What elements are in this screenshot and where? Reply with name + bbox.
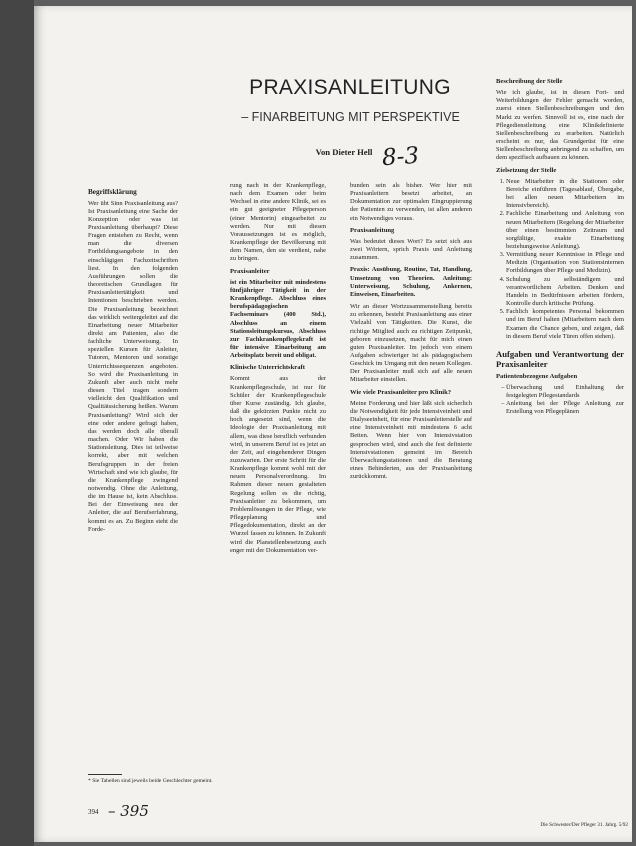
handwritten-note: 8-3: [381, 142, 420, 172]
book-binding-edge: [0, 0, 34, 846]
keyword-definitions: Praxis: Ausübung, Routine, Tat, Handlung, Umsetzung von Theorien. Anleitung: Unterweisung, Schulung, Ankernen, Einweisen, Einarbeiten.: [350, 266, 472, 298]
article-subtitle: – FINARBEITUNG MIT PERSPEKTIVE: [241, 110, 460, 124]
paragraph: Wer übt Sinn Praxisanleitung aus? Ist Praxisanleitung eine Sache der Konzeption oder was ist Praxisanleitung überhaupt? Diese Fragen entstehen zu Recht, wenn man die diversen Fortbildungsangebote in den einschlägigen Fachzeitschriften liest. In den folgenden Ausführungen sollen die theoretischen Grundlagen für Praxisanleitertätigkeit und Intentionen beschrieben werden. Die Praxisanleitung bezeichnet das wirklich weitergeleitet auf die Einarbeitung neuer Mitarbeiter direkt am Patienten, also die fachliche Unterweisung. In speziellen Kursen für Anleiter, Tutoren, Mentoren und sonstige Unterrichtssequenzen angeboten. So wird die Praxisanleitung in Zukunft aber auch nicht mehr diesen Titel tragen sondern vielleicht den Qualifikation und Qualitätssicherung heißen. Warum Praxisanleitung? Wird sich der eine oder andere gefragt haben, das werden doch alle überall machen. Oder Wir haben die Stationsleitung. Dies ist teilweise korrekt, aber mit welchen Berufsgruppen in der freien Wirtschaft sind wie ich glaube, für die Krankenpflege zwingend notwendig. Ohne die Anleitung, die im Hause ist, kein Abschluss. Bei der Einweisung neu der Anleiter, die auf Berufserfahrung, kommt es an. Zu Beginn steht die Forde-: [88, 199, 178, 533]
paragraph: Kommt aus der Krankenpflegeschule, ist nur für Schüler der Krankenpflegeschule über Kurse zuständig. Ich glaube, daß die gekürzten Punkte nicht zu hoch angesetzt sind, wenn die Ideologie der Praxisanleitung mit allem, was diese beruflich verbunden wird, in unserem Beruf ist es jetzt an der Zeit, auf eingehenderer Dingen zuzuwarten. Der erste Schritt für die Krankenpflege kommt wohl mit der neuen Personalverordnung. Im Rahmen dieser neuen gestalteten Regelung sollen es die richtig, Praxisanleiter zu bekommen, um Problemlösungen in der Pflege, wie Pflegeplanung und Pflegedokumentation, direkt an der Wurzel fassen zu können. In Zukunft wird die Planstellenbesetzung auch enger mit der Dokumentation ver-: [230, 375, 326, 554]
tasks-list: [496, 384, 624, 417]
journal-page: [34, 6, 632, 842]
section-heading: Patientenbezogene Aufgaben: [496, 372, 578, 380]
list-item: 4. Schulung zu selbständigem und verantwortlichem Arbeiten. Denken und Handeln in Bedürfnissen arbeiten fördern, Kontrolle durch kritische Prüfung.: [506, 276, 624, 309]
journal-citation: Die Schwester/Der Pfleger 31. Jahrg. 5/92: [540, 822, 628, 828]
paragraph: Meine Forderung und hier läßt sich sicherlich die Notwendigkeit für jede Intensiveinheit und Dialyseeinheit, für eine Praxisanleiterstelle auf eine Intensiveinheit mit mindestens 6 acht Betten. Wenn hier von Intensivstation gesprochen wird, sind auch die fest definierte Intensivstationen gemeint im Bereich Überwachungsstationen und die Beratung eines Behinderten, aus der Praxisanleitung zurückkommt.: [350, 399, 472, 481]
paragraph: Was bedeutet dieses Wort? Es setzt sich aus zwei Wörtern, sprich Praxis und Anleitung zusammen.: [350, 237, 472, 262]
list-item: – Überwachung und Einhaltung der festgelegten Pflegestandards: [506, 384, 624, 400]
page-number: 394: [88, 808, 99, 816]
paragraph: bunden sein als bisher. Wer hier mit Praxisanleitern besetzt arbeitet, an Dokumentation zur optimalen Eingruppierung der Patienten zu verwenden, ist allen anderen ein Notwendiges voraus.: [350, 182, 472, 222]
footnote-rule: [88, 774, 122, 775]
section-heading: Begriffsklärung: [88, 188, 137, 196]
paragraph: ist ein Mitarbeiter mit mindestens fünfjähriger Tätigkeit in der Krankenpflege. Abschluss eines berufspädagogischen Fachseminars (400 Std.), Abschluss an einem Stationsleitungskursus, Abschluss zur Fachkrankenpflegekraft ist für intensive Einarbeitung am Arbeitsplatz bereit und obligat.: [230, 278, 326, 360]
section-heading: Klinische Unterrichtskraft: [230, 364, 305, 372]
section-heading: Wie viele Praxisanleiter pro Klinik?: [350, 388, 452, 396]
goals-list: [496, 178, 624, 341]
footnote: * Sie Tabellen sind jeweils beide Geschlechter gemeint.: [88, 778, 213, 784]
paragraph: rung nach in der Krankenpflege, nach dem Examen oder beim Wechsel in eine andere Klinik, sei es ein gut geeigneter Pflegeperson (einer Mentorin) eingearbeitet zu werden. Nur mit diesen Voraussetzungen ist es möglich, Krankenpflege der Bevölkerung mit dem Namen, den sie verdient, nahe zu bringen.: [230, 182, 326, 263]
section-heading: Praxisanleiter: [230, 267, 270, 275]
column-3: [350, 182, 472, 481]
column-2: [230, 182, 326, 555]
paragraph: Wir an dieser Wortzusammenstellung bereits zu erkennen, besteht Praxisanleitung aus einer Vielzahl von Tätigkeiten. Die Kunst, die richtige Mitglied auch zu richtigen Zeitpunkt, geboren einzusetzen, macht für mich einen guten Praxisanleiter. Im jedoch von einem Aufgaben schwieriger ist als pädagogischem Geschick im Umgang mit den neuen Kollegen. Der Praxisanleiter muß sich auf alle neuen Mitarbeiter einstellen.: [350, 303, 472, 384]
section-heading: Beschreibung der Stelle: [496, 78, 563, 85]
section-heading-large: Aufgaben und Verantwortung der Praxisanleiter: [496, 348, 624, 369]
article-author: Von Dieter Hell: [315, 147, 373, 157]
paragraph: Wie ich glaube, ist in diesen Fort- und Weiterbildungen der Fehler gemacht worden, zuerst einen Stellenbeschreibungen und den Markt zu werfen. Sinnvoll ist es, eine nach der Pflegedienstleitung eine Klinikdefinierte Stellenbeschreibung zu erarbeiten. Natürlich erscheint es nur, das Grundgerüst für eine Stellenbeschreibung anbringend zu schaffen, um dem spezifisch aufbauen zu können.: [496, 89, 624, 162]
column-1: [88, 186, 178, 534]
list-item: 3. Vermittlung neuer Kenntnisse in Pflege und Medizin (Organisation von Stationsinternen Fortbildungen über Pflege und Medizin).: [506, 251, 624, 275]
column-4: [496, 78, 624, 417]
list-item: 5. Fachlich kompetentes Personal bekommen und im Beruf halten (Mitarbeitern nach dem Examen die Chance geben, und zeigen, daß in diesem Beruf viele Türen offen stehen).: [506, 308, 624, 341]
section-heading: Zielsetzung der Stelle: [496, 166, 557, 174]
section-heading: Praxisanleitung: [350, 226, 395, 234]
list-item: 2. Fachliche Einarbeitung und Anleitung von neuen Mitarbeitern (Regelung der Mitarbeiter über einen bestimmten Zeitraum und sorgfältige, exakte Einarbeitung beziehungsweise Anleitung).: [506, 210, 624, 251]
handwritten-page-number: – 395: [108, 802, 149, 820]
list-item: 1. Neue Mitarbeiter in die Stationen oder Bereiche einführen (Tagesablauf, Übergabe, bei allen neuen Mitarbeitern im Intensivbereich).: [506, 178, 624, 211]
list-item: – Anleitung bei der Pflege Anleitung zur Erstellung von Pflegeplänen: [506, 400, 624, 416]
article-title: PRAXISANLEITUNG: [249, 76, 451, 99]
